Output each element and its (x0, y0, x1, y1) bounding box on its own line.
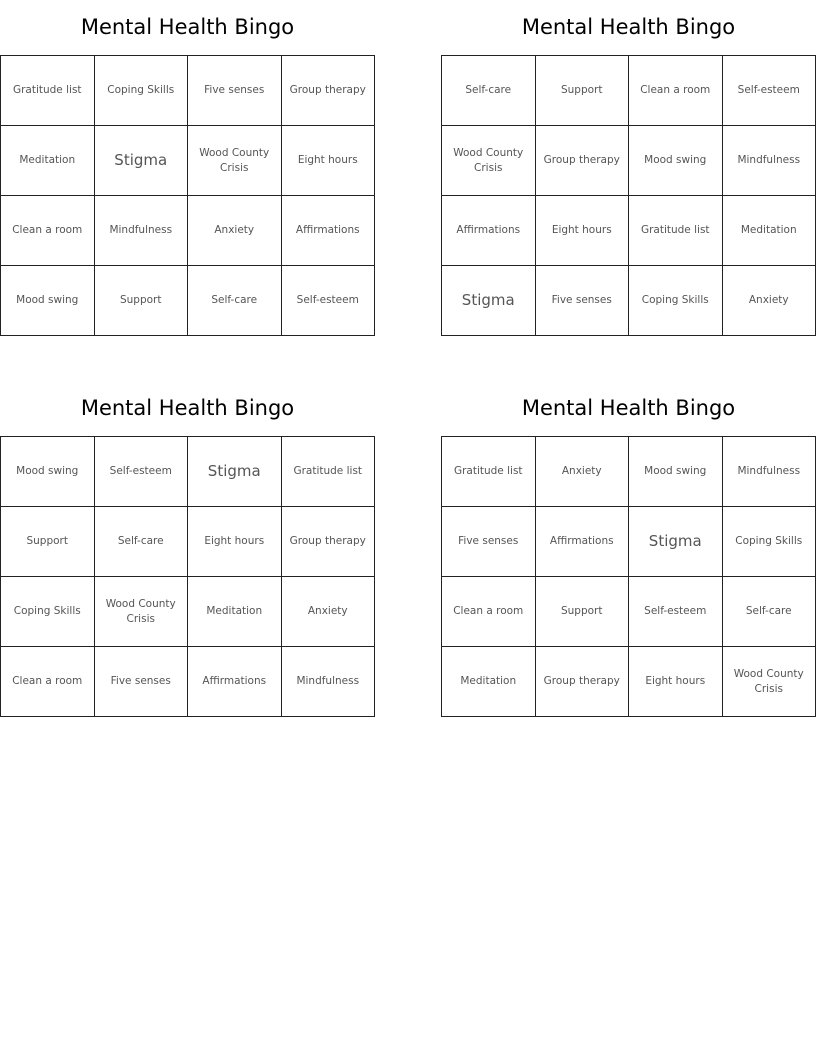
bingo-cell: Affirmations (442, 196, 536, 266)
bingo-cell: Wood County Crisis (188, 126, 282, 196)
bingo-cell: Gratitude list (282, 437, 376, 507)
bingo-grid (0, 55, 375, 336)
bingo-cell: Clean a room (442, 577, 536, 647)
bingo-cell: Five senses (95, 647, 189, 717)
bingo-cell: Affirmations (188, 647, 282, 717)
card-title: Mental Health Bingo (521, 15, 736, 39)
bingo-cell: Mindfulness (723, 437, 816, 507)
card-title: Mental Health Bingo (80, 396, 295, 420)
bingo-cell: Mindfulness (282, 647, 376, 717)
bingo-cell: Self-esteem (723, 56, 816, 126)
bingo-cell: Five senses (536, 266, 630, 336)
bingo-cell: Group therapy (282, 507, 376, 577)
bingo-cell: Group therapy (282, 56, 376, 126)
bingo-cell: Affirmations (536, 507, 630, 577)
bingo-cell: Mood swing (629, 437, 723, 507)
bingo-grid (0, 436, 375, 717)
bingo-cell: Anxiety (723, 266, 816, 336)
bingo-cell: Coping Skills (723, 507, 816, 577)
bingo-cell: Eight hours (536, 196, 630, 266)
bingo-cell: Five senses (442, 507, 536, 577)
bingo-cell: Anxiety (188, 196, 282, 266)
bingo-cell: Wood County Crisis (95, 577, 189, 647)
bingo-cell: Meditation (723, 196, 816, 266)
bingo-cell: Support (95, 266, 189, 336)
bingo-cell: Self-care (188, 266, 282, 336)
bingo-cell: Stigma (629, 507, 723, 577)
bingo-cell: Wood County Crisis (442, 126, 536, 196)
bingo-cell: Group therapy (536, 647, 630, 717)
bingo-cell: Clean a room (1, 196, 95, 266)
bingo-cell: Anxiety (282, 577, 376, 647)
bingo-cell: Eight hours (629, 647, 723, 717)
bingo-cell: Wood County Crisis (723, 647, 816, 717)
bingo-cell: Anxiety (536, 437, 630, 507)
bingo-cell: Coping Skills (1, 577, 95, 647)
bingo-cell: Self-esteem (282, 266, 376, 336)
bingo-cell: Support (1, 507, 95, 577)
bingo-cell: Mood swing (1, 266, 95, 336)
bingo-cell: Meditation (442, 647, 536, 717)
bingo-cell: Stigma (95, 126, 189, 196)
bingo-cell: Meditation (1, 126, 95, 196)
bingo-cell: Coping Skills (629, 266, 723, 336)
bingo-cell: Self-care (95, 507, 189, 577)
bingo-cell: Clean a room (1, 647, 95, 717)
bingo-cell: Self-care (442, 56, 536, 126)
bingo-cell: Affirmations (282, 196, 376, 266)
bingo-cell: Stigma (188, 437, 282, 507)
bingo-cell: Clean a room (629, 56, 723, 126)
bingo-cell: Stigma (442, 266, 536, 336)
bingo-cell: Mood swing (1, 437, 95, 507)
bingo-cell: Coping Skills (95, 56, 189, 126)
bingo-cell: Meditation (188, 577, 282, 647)
bingo-cell: Mindfulness (723, 126, 816, 196)
bingo-cell: Eight hours (282, 126, 376, 196)
bingo-grid (441, 55, 816, 336)
bingo-cell: Mood swing (629, 126, 723, 196)
bingo-cell: Mindfulness (95, 196, 189, 266)
bingo-cell: Self-esteem (95, 437, 189, 507)
bingo-cell: Eight hours (188, 507, 282, 577)
bingo-cell: Support (536, 56, 630, 126)
card-title: Mental Health Bingo (80, 15, 295, 39)
bingo-cell: Self-esteem (629, 577, 723, 647)
bingo-cell: Gratitude list (1, 56, 95, 126)
bingo-cell: Gratitude list (629, 196, 723, 266)
bingo-cell: Group therapy (536, 126, 630, 196)
bingo-grid (441, 436, 816, 717)
bingo-cell: Self-care (723, 577, 816, 647)
bingo-cell: Five senses (188, 56, 282, 126)
bingo-cell: Gratitude list (442, 437, 536, 507)
bingo-cell: Support (536, 577, 630, 647)
card-title: Mental Health Bingo (521, 396, 736, 420)
